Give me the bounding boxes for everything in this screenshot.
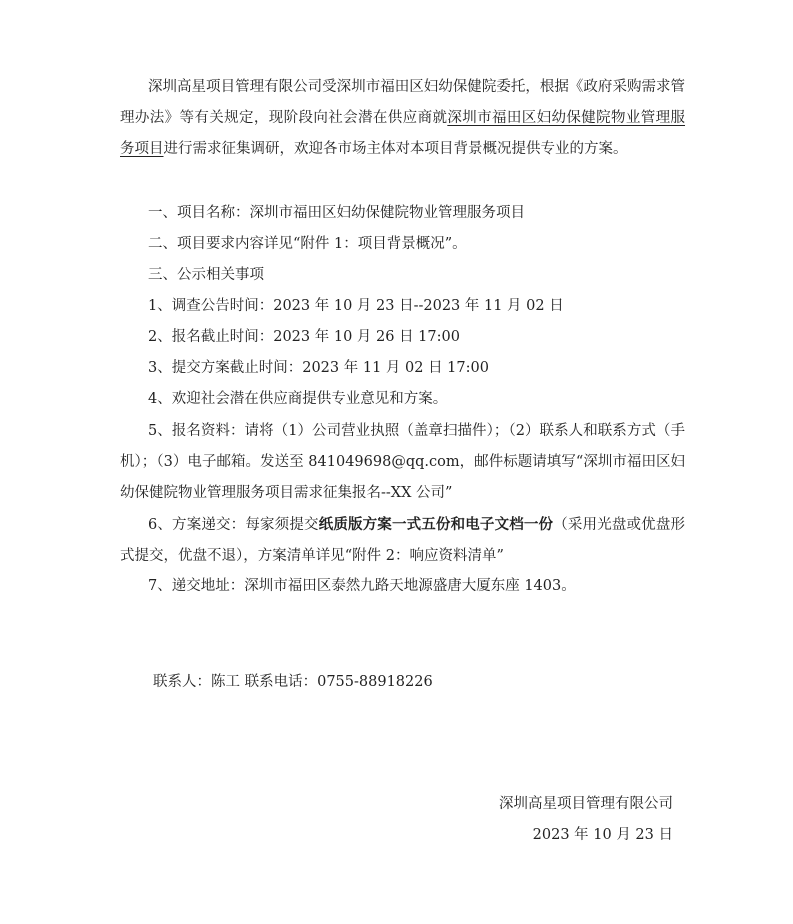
submission-bold-text: 纸质版方案一式五份和电子文档一份 xyxy=(318,516,554,533)
sub-proposal-submission xyxy=(120,509,685,572)
sub-submission-address: 7、递交地址：深圳市福田区泰然九路天地源盛唐大厦东座 1403。 xyxy=(148,578,576,594)
item-project-name: 一、项目名称：深圳市福田区妇幼保健院物业管理服务项目 xyxy=(148,205,525,221)
sub-registration-deadline: 2、报名截止时间：2023 年 10 月 26 日 17:00 xyxy=(148,329,460,345)
submission-text-part1: 6、方案递交：每家须提交 xyxy=(148,517,319,533)
signature-company: 深圳高星项目管理有限公司 xyxy=(499,796,673,812)
item-public-matters: 三、公示相关事项 xyxy=(148,267,264,283)
item-project-requirements: 二、项目要求内容详见“附件 1：项目背景概况”。 xyxy=(148,236,467,252)
intro-text-part1: 深圳高星项目管理有限公司受深圳市福田区妇幼保健院委托，根据《政府采购需求管理办法》等有关规定，现阶段向社会潜在供应商就 xyxy=(120,79,685,126)
sub-registration-materials: 5、报名资料：请将（1）公司营业执照（盖章扫描件）；（2）联系人和联系方式（手机）；（3）电子邮箱。发送至 841049698@qq.com，邮件标题请填写“深圳市福田区妇幼保健院物业管理服务项目需求征集报名--XX 公司” xyxy=(120,423,685,501)
signature-date: 2023 年 10 月 23 日 xyxy=(532,827,673,843)
project-name-underlined: 深圳市福田区妇幼保健院物业管理服务项目 xyxy=(120,110,686,157)
sub-proposal-deadline: 3、提交方案截止时间：2023 年 11 月 02 日 17:00 xyxy=(148,360,489,376)
sub-welcome-suppliers: 4、欢迎社会潜在供应商提供专业意见和方案。 xyxy=(148,391,448,407)
intro-text-part2: 进行需求征集调研，欢迎各市场主体对本项目背景概况提供专业的方案。 xyxy=(163,141,628,157)
intro-paragraph xyxy=(120,72,685,165)
submission-text-part2: （采用光盘或优盘形式提交，优盘不退），方案清单详见“附件 2：响应资料清单” xyxy=(120,517,685,564)
sub-survey-period: 1、调查公告时间：2023 年 10 月 23 日--2023 年 11 月 02 日 xyxy=(148,298,564,314)
contact-info: 联系人：陈工 联系电话：0755-88918226 xyxy=(153,674,433,690)
